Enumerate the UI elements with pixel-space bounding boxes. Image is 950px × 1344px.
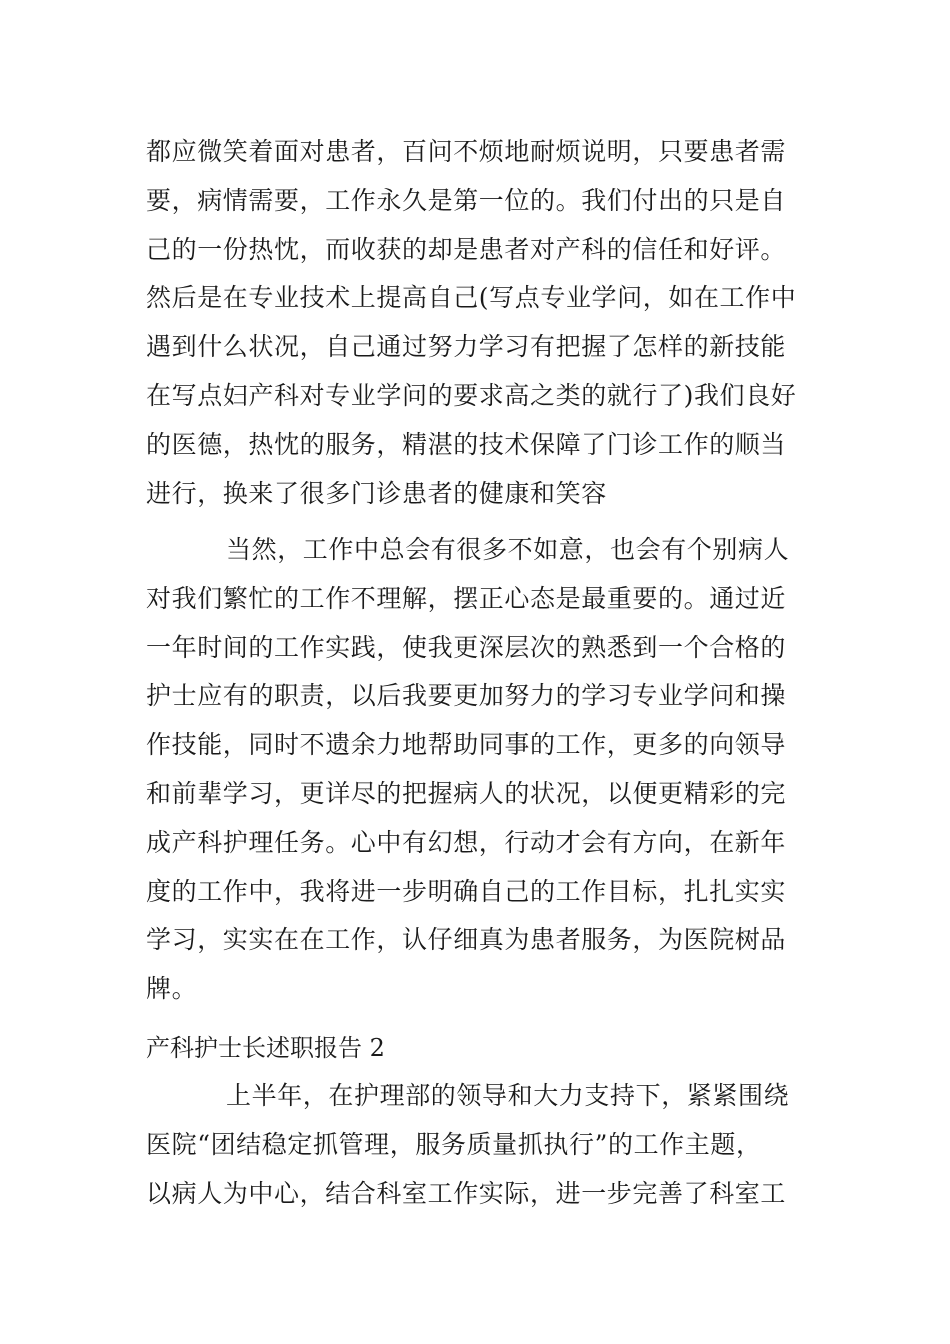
paragraph-line: 学习，实实在在工作，认仔细真为患者服务，为医院树品 (146, 925, 787, 955)
section-title: 产科护士长述职报告 2 (146, 1034, 385, 1062)
paragraph-line: 的医德，热忱的服务，精湛的技术保障了门诊工作的顺当 (146, 429, 787, 459)
paragraph-1 (146, 128, 806, 518)
paragraph-line: 和前辈学习，更详尽的把握病人的状况，以便更精彩的完 (146, 778, 787, 808)
paragraph-line: 医院“团结稳定抓管理，服务质量抓执行”的工作主题， (146, 1129, 762, 1159)
paragraph-line: 遇到什么状况，自己通过努力学习有把握了怎样的新技能 (146, 332, 787, 362)
paragraph-line: 己的一份热忱，而收获的却是患者对产科的信任和好评。 (146, 234, 787, 264)
paragraph-line: 然后是在专业技术上提高自己(写点专业学问，如在工作中 (146, 283, 797, 313)
paragraph-line: 牌。 (146, 974, 198, 1004)
paragraph-line: 进行，换来了很多门诊患者的健康和笑容 (146, 478, 607, 508)
paragraph-3 (146, 1072, 806, 1218)
paragraph-line: 要，病情需要，工作永久是第一位的。我们付出的只是自 (146, 185, 787, 215)
paragraph-line: 护士应有的职责，以后我要更加努力的学习专业学问和操 (146, 681, 787, 711)
paragraph-line: 一年时间的工作实践，使我更深层次的熟悉到一个合格的 (146, 632, 787, 662)
paragraph-line: 当然，工作中总会有很多不如意，也会有个别病人 (226, 535, 790, 564)
paragraph-line: 对我们繁忙的工作不理解，摆正心态是最重要的。通过近 (146, 583, 787, 613)
paragraph-line: 成产科护理任务。心中有幻想，行动才会有方向，在新年 (146, 827, 787, 857)
paragraph-line: 以病人为中心，结合科室工作实际，进一步完善了科室工 (146, 1178, 787, 1208)
paragraph-line: 上半年，在护理部的领导和大力支持下，紧紧围绕 (226, 1081, 790, 1110)
paragraph-line: 都应微笑着面对患者，百问不烦地耐烦说明，只要患者需 (146, 137, 787, 166)
paragraph-line: 作技能，同时不遗余力地帮助同事的工作，更多的向领导 (146, 730, 787, 760)
paragraph-line: 度的工作中，我将进一步明确自己的工作目标，扎扎实实 (146, 876, 787, 906)
paragraph-line: 在写点妇产科对专业学问的要求高之类的就行了)我们良好 (146, 380, 797, 410)
paragraph-2 (146, 526, 806, 1014)
